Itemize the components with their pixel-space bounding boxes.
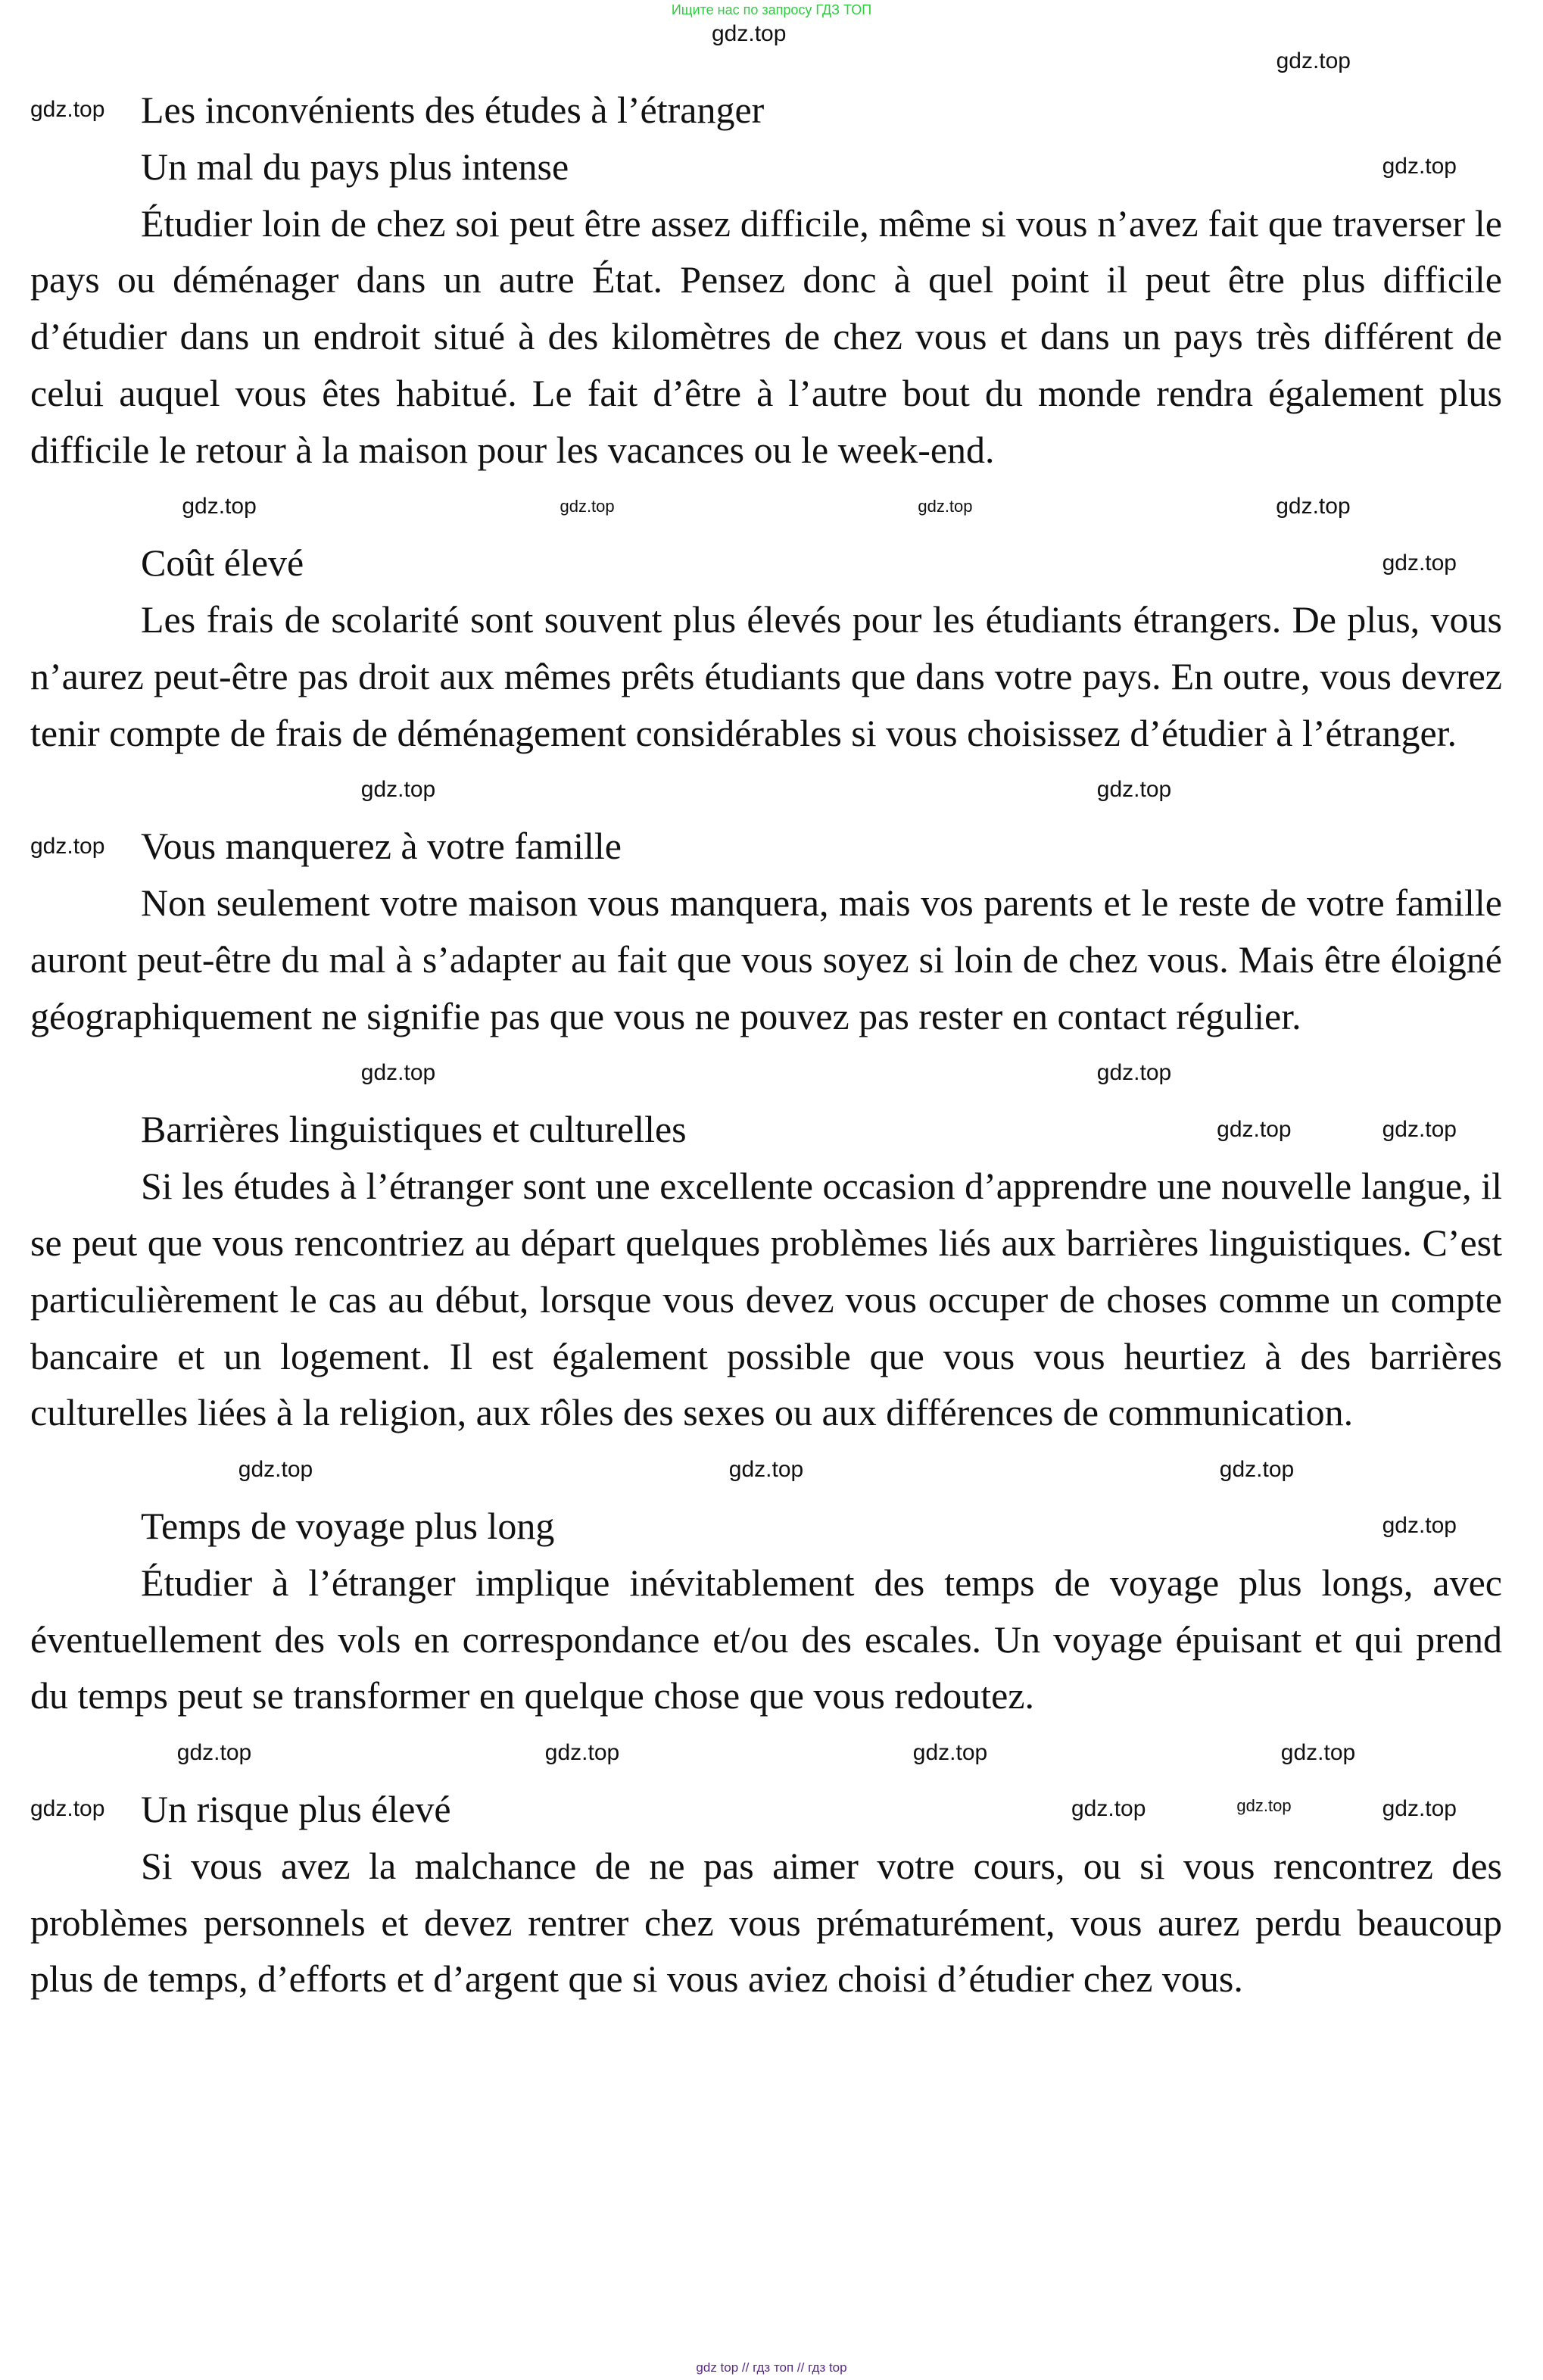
section-heading-row <box>30 818 1502 875</box>
section-paragraph: Étudier loin de chez soi peut être assez difficile, même si vous n’avez fait que traverser le pays ou déménager dans un autre État. Pensez donc à quel point il peut être plus difficile d’étudier dans un endroit situé à des kilomètres de chez vous et dans un pays très différent de celui auquel vous êtes habitué. Le fait d’être à l’autre bout du monde rendra également plus difficile le retour à la maison pour les vacances ou le week-end. <box>30 201 1502 471</box>
section-heading-row <box>30 1101 1502 1158</box>
watermark: gdz.top <box>238 1456 313 1482</box>
section-heading: Barrières linguistiques et culturelles <box>141 1108 687 1151</box>
search-banner: Ищите нас по запросу ГДЗ ТОП <box>671 2 872 17</box>
section-heading: Coût élevé <box>141 541 304 585</box>
section-paragraph: Si vous avez la malchance de ne pas aimer votre cours, ou si vous rencontrez des problèmes personnels et devez rentrer chez vous prématurément, vous aurez perdu beaucoup plus de temps, d’efforts et d’argent que si vous aviez choisi d’étudier chez vous. <box>30 1844 1502 2001</box>
watermark: gdz.top <box>728 1456 804 1482</box>
watermark: gdz.top <box>712 21 787 46</box>
section-heading: Temps de voyage plus long <box>141 1504 555 1547</box>
watermark: gdz.top <box>360 776 436 802</box>
section-paragraph: Non seulement votre maison vous manquera, mais vos parents et le reste de votre famille auront peut-être du mal à s’adapter au fait que vous soyez si loin de chez vous. Mais être éloigné géographiquement ne signifie pas que vous ne pouvez pas rester en contact régulier. <box>30 881 1502 1037</box>
watermark: gdz.top <box>30 97 105 123</box>
section-heading-row <box>30 1781 1502 1838</box>
watermark: gdz.top <box>544 1739 620 1765</box>
watermark: gdz.top <box>1096 776 1172 802</box>
watermark: gdz.top <box>1217 1116 1292 1142</box>
document-body <box>30 82 1502 2007</box>
watermark: gdz.top <box>560 496 615 516</box>
section-paragraph: Si les études à l’étranger sont une excellente occasion d’apprendre une nouvelle langue, il se peut que vous rencontriez au départ quelques problèmes liés aux barrières linguistiques. C’est particulièrement le cas au début, lorsque vous devez vous occuper de choses comme un compte bancaire et un logement. Il est également possible que vous vous heurtiez à des barrières culturelles liées à la religion, aux rôles des sexes ou aux différences de communication. <box>30 1165 1502 1434</box>
section-gap <box>30 1441 1502 1498</box>
footer-watermark: gdz top // гдз топ // гдз top <box>696 2360 847 2375</box>
watermark: gdz.top <box>30 833 105 859</box>
section-heading-row <box>30 535 1502 591</box>
section-gap <box>30 479 1502 535</box>
watermark: gdz.top <box>1219 1456 1295 1482</box>
watermark: gdz.top <box>30 1796 105 1822</box>
section-gap <box>30 762 1502 819</box>
section-gap <box>30 1045 1502 1102</box>
top-watermarks <box>30 21 1502 74</box>
watermark: gdz.top <box>1071 1796 1146 1822</box>
watermark: gdz.top <box>918 496 973 516</box>
section-heading-row <box>30 1498 1502 1555</box>
watermark: gdz.top <box>1280 1739 1356 1765</box>
watermark: gdz.top <box>1382 1796 1457 1822</box>
watermark: gdz.top <box>1236 1796 1292 1816</box>
document-title: Les inconvénients des études à l’étranger <box>141 89 765 131</box>
watermark: gdz.top <box>1382 550 1457 576</box>
watermark: gdz.top <box>1382 1116 1457 1142</box>
watermark: gdz.top <box>1276 493 1351 519</box>
watermark: gdz.top <box>360 1059 436 1085</box>
section-heading: Un mal du pays plus intense <box>141 145 569 188</box>
section-paragraph: Étudier à l’étranger implique inévitablement des temps de voyage plus longs, avec éventuellement des vols en correspondance et/ou des escales. Un voyage épuisant et qui prend du temps peut se transformer en quelque chose que vous redoutez. <box>30 1561 1502 1717</box>
section-gap <box>30 1724 1502 1781</box>
section-paragraph: Les frais de scolarité sont souvent plus élevés pour les étudiants étrangers. De plus, vous n’aurez peut-être pas droit aux mêmes prêts étudiants que dans votre pays. En outre, vous devrez tenir compte de frais de déménagement considérables si vous choisissez d’étudier à l’étranger. <box>30 598 1502 754</box>
document-title-row <box>30 82 1502 139</box>
watermark: gdz.top <box>1096 1059 1172 1085</box>
section-heading: Un risque plus élevé <box>141 1787 451 1830</box>
watermark: gdz.top <box>1382 1513 1457 1539</box>
watermark: gdz.top <box>182 493 257 519</box>
section-heading: Vous manquerez à votre famille <box>141 825 622 868</box>
watermark: gdz.top <box>912 1739 988 1765</box>
watermark: gdz.top <box>176 1739 252 1765</box>
watermark: gdz.top <box>1382 154 1457 179</box>
watermark: gdz.top <box>1276 48 1351 73</box>
section-heading-row <box>30 139 1502 195</box>
